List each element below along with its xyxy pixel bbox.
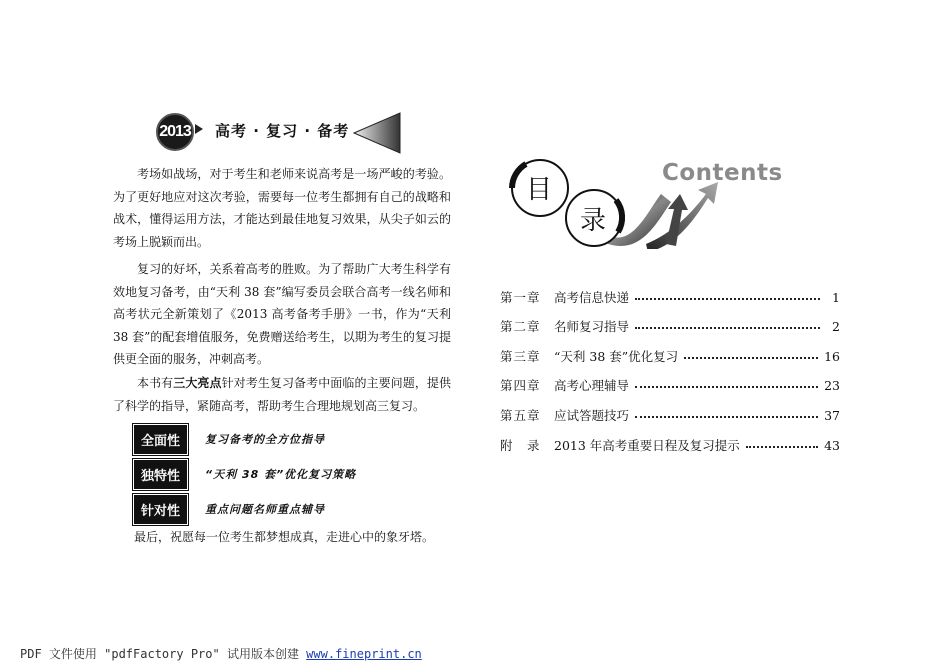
toc-title: 高考信息快递	[554, 290, 630, 305]
header-title: 高考 · 复习 · 备考	[215, 122, 350, 140]
toc-page: 23	[824, 377, 840, 393]
toc-char-lu: 录	[580, 206, 607, 236]
toc-chapter: 附 录	[500, 438, 541, 453]
three-highlights: 三大亮点	[173, 376, 222, 390]
intro-paragraph-3	[113, 372, 451, 417]
feature-text: 复习备考的全方位指导	[205, 433, 326, 446]
toc-page: 1	[832, 289, 840, 305]
feature-tag: 独特性	[134, 460, 187, 489]
toc-row[interactable]	[500, 435, 840, 455]
closing-sentence: 最后，祝愿每一位考生都梦想成真，走进心中的象牙塔。	[134, 530, 435, 544]
toc-row[interactable]	[500, 375, 840, 395]
intro-paragraph-2: 复习的好坏，关系着高考的胜败。为了帮助广大考生科学有效地复习备考，由“天利 38 套”编写委员会联合高考一线名师和高考状元全新策划了《2013 高考备考手册》一书，作为“天利 38 套”的配套增值服务，免费赠送给考生，以期为考生的复习提供更全面的服务，冲刺高考。	[113, 262, 451, 366]
toc-leader-dots	[746, 446, 818, 448]
contents-word: Contents	[662, 160, 783, 186]
footer-text: PDF 文件使用 "pdfFactory Pro" 试用版本创建	[20, 647, 307, 661]
toc-page: 2	[832, 318, 840, 334]
feature-item	[134, 427, 325, 451]
toc-chapter: 第五章	[500, 408, 541, 423]
toc-title: 2013 年高考重要日程及复习提示	[554, 438, 740, 453]
toc-leader-dots	[684, 357, 818, 359]
toc-leader-dots	[635, 386, 818, 388]
footer-link[interactable]: www.fineprint.cn	[306, 647, 422, 661]
feature-tag: 针对性	[134, 495, 187, 524]
toc-chapter: 第四章	[500, 378, 541, 393]
toc-row[interactable]	[500, 346, 840, 366]
toc-chapter: 第二章	[500, 319, 541, 334]
toc-char-mu: 目	[526, 175, 553, 205]
toc-row[interactable]	[500, 405, 840, 425]
toc-row[interactable]	[500, 316, 840, 336]
toc-title: 名师复习指导	[554, 319, 630, 334]
year-badge-text: 2013	[159, 123, 191, 140]
p3-start: 本书有	[137, 376, 174, 390]
pdf-footer	[20, 645, 422, 662]
toc-title: “天利 38 套”优化复习	[554, 349, 679, 364]
triangle-arrow-icon	[352, 111, 402, 155]
toc-title: 高考心理辅导	[554, 378, 630, 393]
feature-text: 重点问题名师重点辅导	[205, 503, 326, 516]
feature-item	[134, 497, 325, 521]
toc-chapter: 第三章	[500, 349, 541, 364]
year-badge	[156, 113, 194, 151]
toc-leader-dots	[635, 298, 820, 300]
toc-leader-dots	[635, 416, 818, 418]
toc-leader-dots	[635, 327, 820, 329]
toc-page: 16	[824, 348, 840, 364]
intro-paragraph-1: 考场如战场，对于考生和老师来说高考是一场严峻的考验。为了更好地应对这次考验，需要每一位考生都拥有自己的战略和战术，懂得运用方法，才能达到最佳地复习效果，从尖子如云的考场上脱颖而出。	[113, 167, 451, 249]
toc-page: 37	[824, 407, 840, 423]
toc-row[interactable]	[500, 287, 840, 307]
p3-end: 针对考生复习备考中面临的主要问题，提供了科学的指导，紧随高考，帮助考生合理地规划高三复习。	[113, 376, 451, 413]
feature-item	[134, 462, 356, 486]
toc-page: 43	[824, 437, 840, 453]
feature-text: “天利 38 套”优化复习策略	[205, 468, 357, 481]
toc-chapter: 第一章	[500, 290, 541, 305]
play-arrow-icon	[195, 124, 203, 134]
feature-tag: 全面性	[134, 425, 187, 454]
toc-title: 应试答题技巧	[554, 408, 630, 423]
